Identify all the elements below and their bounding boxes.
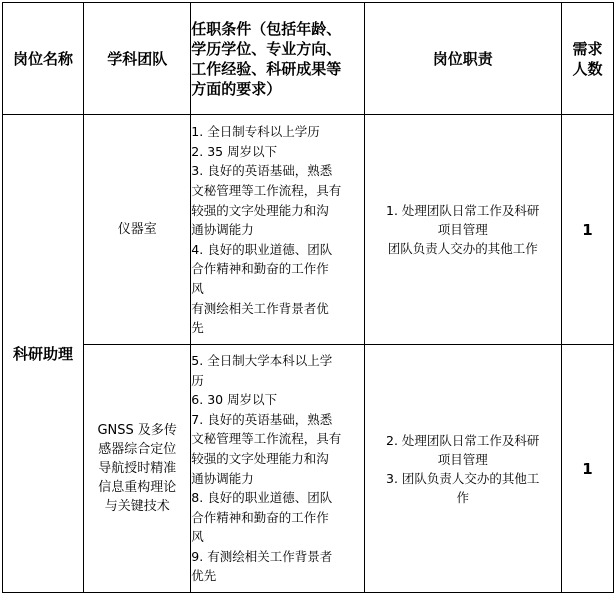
condition-line: 通协调能力 xyxy=(191,222,254,238)
condition-line: 3. 良好的英语基础，熟悉 xyxy=(191,163,333,179)
condition-line: 较强的文字处理能力和沟 xyxy=(191,202,329,218)
condition-line: 1. 全日制专科以上学历 xyxy=(191,124,320,140)
header-conditions xyxy=(191,3,364,115)
table-row xyxy=(3,115,614,345)
conditions-cell xyxy=(191,115,364,345)
team-line: 信息重构理论 xyxy=(98,480,177,495)
condition-line: 历 xyxy=(191,372,204,388)
table-row xyxy=(3,345,614,593)
team-line: 仪器室 xyxy=(117,222,157,237)
team-cell xyxy=(84,115,191,345)
condition-line: 合作精神和勤奋的工作作 xyxy=(191,509,329,525)
duty-line: 作 xyxy=(456,489,469,505)
header-count-line: 需求 xyxy=(572,39,603,58)
team-line: 与关键技术 xyxy=(104,499,170,514)
condition-line: 有测绘相关工作背景者优 xyxy=(191,300,329,316)
header-count-line: 人数 xyxy=(572,59,603,78)
condition-line: 优先 xyxy=(191,568,217,584)
condition-line: 风 xyxy=(191,529,204,545)
header-row xyxy=(3,3,614,115)
conditions-cell xyxy=(191,345,364,593)
team-cell xyxy=(84,345,191,593)
condition-line: 风 xyxy=(191,280,204,296)
condition-line: 通协调能力 xyxy=(191,470,254,486)
condition-line: 2. 35 周岁以下 xyxy=(191,143,278,159)
duty-line: 团队负责人交办的其他工作 xyxy=(387,241,538,256)
header-duties: 岗位职责 xyxy=(364,3,561,115)
count-cell: 1 xyxy=(561,115,613,345)
header-conditions-line: 方面的要求） xyxy=(191,79,282,98)
team-line: 感器综合定位 xyxy=(98,442,177,457)
duty-line: 1. 处理团队日常工作及科研 xyxy=(386,203,540,218)
team-line: GNSS 及多传 xyxy=(97,423,177,438)
condition-line: 6. 30 周岁以下 xyxy=(191,392,278,408)
header-team: 学科团队 xyxy=(84,3,191,115)
post-name-cell: 科研助理 xyxy=(3,115,84,593)
recruitment-table xyxy=(2,2,614,593)
header-post-name: 岗位名称 xyxy=(3,3,84,115)
duty-line: 2. 处理团队日常工作及科研 xyxy=(386,432,540,448)
condition-line: 先 xyxy=(191,320,204,336)
condition-line: 7. 良好的英语基础，熟悉 xyxy=(191,411,333,427)
count-cell: 1 xyxy=(561,345,613,593)
duty-line: 3. 团队负责人交办的其他工 xyxy=(386,470,540,486)
condition-line: 4. 良好的职业道德、团队 xyxy=(191,241,333,257)
condition-line: 9. 有测绘相关工作背景者 xyxy=(191,548,333,564)
header-conditions-line: 任职条件（包括年龄、 xyxy=(191,19,342,38)
duty-line: 项目管理 xyxy=(437,451,488,467)
duties-cell xyxy=(364,345,561,593)
header-conditions-line: 学历学位、专业方向、 xyxy=(191,39,342,58)
condition-line: 文秘管理等工作流程，具有 xyxy=(191,183,342,199)
condition-line: 8. 良好的职业道德、团队 xyxy=(191,490,333,506)
condition-line: 较强的文字处理能力和沟 xyxy=(191,450,329,466)
duties-cell xyxy=(364,115,561,345)
header-count xyxy=(561,3,613,115)
duty-line: 项目管理 xyxy=(437,222,488,237)
header-conditions-line: 工作经验、科研成果等 xyxy=(191,59,342,78)
team-line: 导航授时精准 xyxy=(98,461,177,476)
condition-line: 文秘管理等工作流程，具有 xyxy=(191,431,342,447)
condition-line: 合作精神和勤奋的工作作 xyxy=(191,261,329,277)
condition-line: 5. 全日制大学本科以上学 xyxy=(191,352,333,368)
